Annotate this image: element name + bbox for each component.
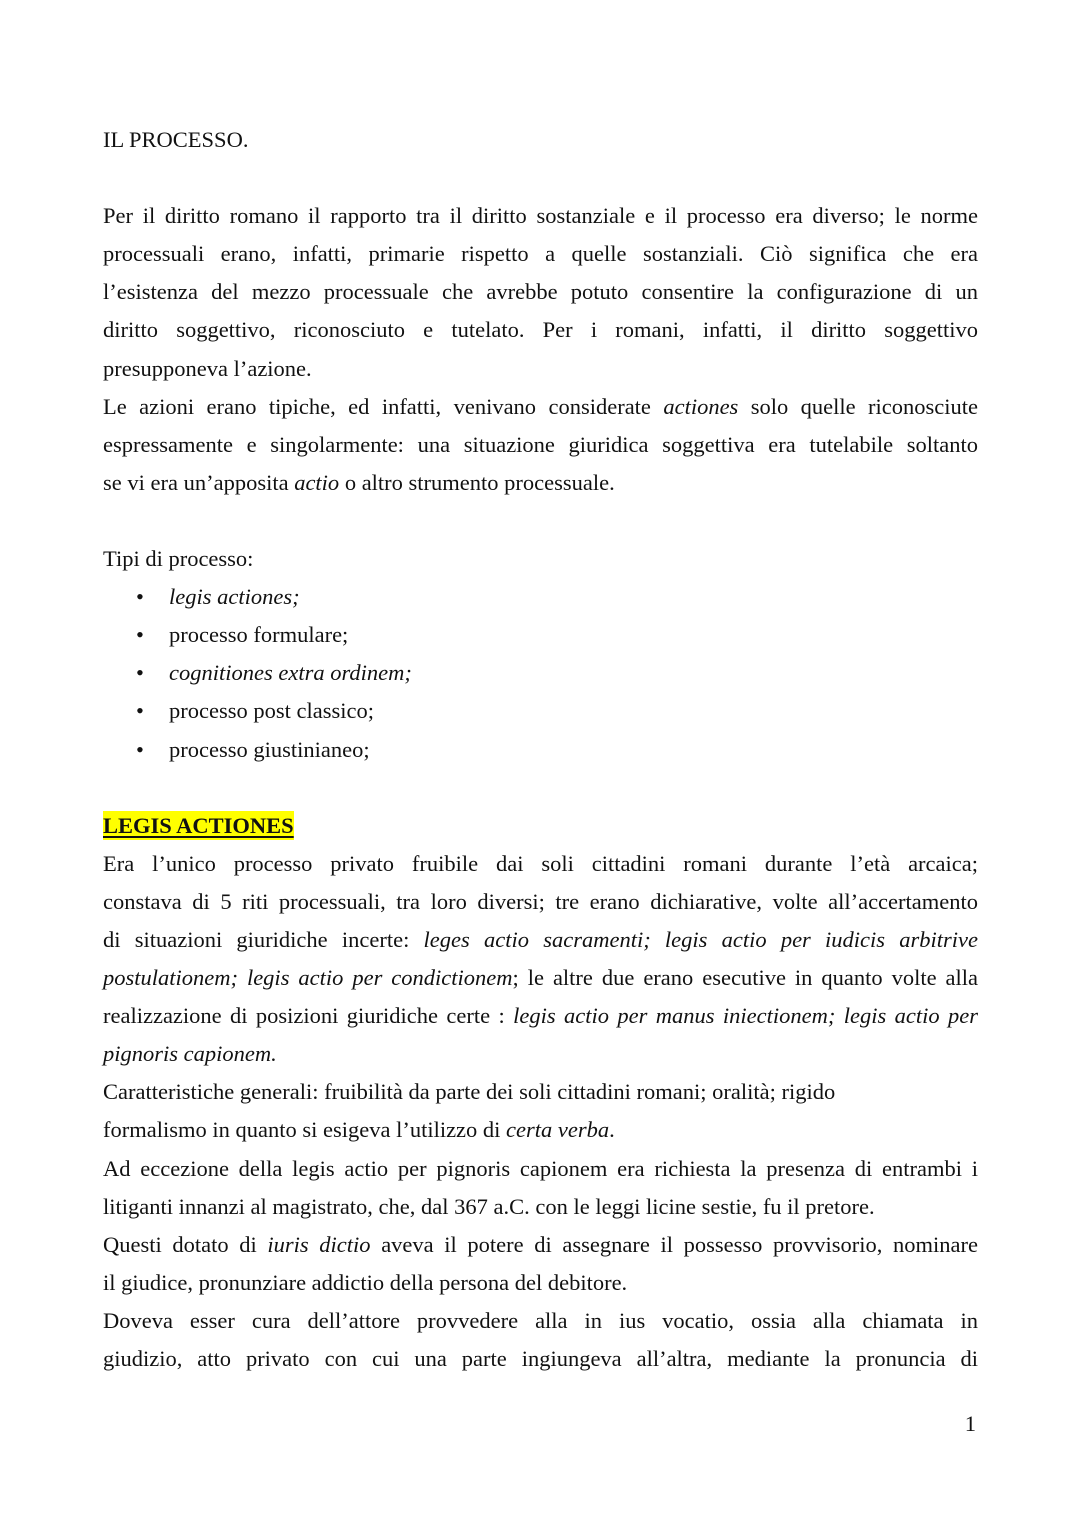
paragraph-substantive-vs-procedural <box>103 197 978 387</box>
italic-text: pignoris capionem. <box>103 1041 277 1067</box>
text-run: presupponeva l’azione. <box>103 355 312 381</box>
text-run: processo giustinianeo; <box>169 736 370 762</box>
text-line <box>103 273 978 311</box>
paragraph-legis-actiones-overview <box>103 845 978 1074</box>
text-line <box>103 197 978 235</box>
text-line <box>103 1073 978 1111</box>
text-line <box>103 1264 978 1302</box>
text-run: realizzazione di posizioni giuridiche certe : <box>103 1003 514 1029</box>
text-line <box>103 1188 978 1226</box>
text-run: . <box>609 1117 615 1143</box>
paragraph-litigants-presence <box>103 1150 978 1226</box>
italic-text: legis actio per manus iniectionem; legis actio per <box>513 1003 978 1029</box>
italic-text: actiones <box>663 393 739 419</box>
text-line <box>103 1302 978 1340</box>
text-run: constava di 5 riti processuali, tra loro diversi; tre erano dichiarative, volte all’accertamento <box>103 888 978 914</box>
text-run: processo formulare; <box>169 622 349 648</box>
process-types-list <box>103 578 978 768</box>
text-run: solo quelle riconosciute <box>738 393 978 419</box>
text-run: il giudice, pronunziare addictio della persona del debitore. <box>103 1269 628 1295</box>
text-run: espressamente e singolarmente: una situazione giuridica soggettiva era tutelabile soltanto <box>103 431 978 457</box>
paragraph-typical-actions <box>103 388 978 502</box>
text-run: aveva il potere di assegnare il possesso provvisorio, nominare <box>370 1231 979 1257</box>
text-run: o altro strumento processuale. <box>339 469 615 495</box>
text-line <box>103 1226 978 1264</box>
text-run: Per il diritto romano il rapporto tra il diritto sostanziale e il processo era diverso; le norme <box>103 203 978 229</box>
text-run: ; le altre due erano esecutive in quanto volte alla <box>512 965 978 991</box>
text-run: Ad eccezione della legis actio per pignoris capionem era richiesta la presenza di entrambi i <box>103 1155 978 1181</box>
text-run: Doveva esser cura dell’attore provvedere alla in ius vocatio, ossia alla chiamata in <box>103 1307 978 1333</box>
text-line <box>103 464 978 502</box>
text-run: giudizio, atto privato con cui una parte ingiungeva all’altra, mediante la pronuncia di <box>103 1346 978 1371</box>
text-line <box>103 845 978 883</box>
document-title: IL PROCESSO. <box>103 127 249 152</box>
text-run: Era l’unico processo privato fruibile dai soli cittadini romani durante l’età arcaica; <box>103 850 978 876</box>
text-run: litiganti innanzi al magistrato, che, dal 367 a.C. con le leggi licine sestie, fu il pretore. <box>103 1193 875 1219</box>
italic-text: actio <box>294 469 340 495</box>
process-type-item <box>169 692 978 730</box>
blank-line <box>103 502 978 540</box>
text-run: l’esistenza del mezzo processuale che avrebbe potuto consentire la configurazione di un <box>103 279 978 305</box>
paragraph-in-ius-vocatio <box>103 1302 978 1378</box>
text-line <box>103 1111 978 1149</box>
text-line <box>103 921 978 959</box>
page-content <box>103 121 978 1378</box>
text-run: processo post classico; <box>169 698 374 724</box>
blank-line <box>103 159 978 197</box>
section-heading-line <box>103 807 978 845</box>
text-line <box>103 883 978 921</box>
text-run: Caratteristiche generali: fruibilità da parte dei soli cittadini romani; oralità; rigido <box>103 1079 836 1105</box>
text-line <box>103 997 978 1035</box>
text-line <box>103 388 978 426</box>
paragraph-iuris-dictio <box>103 1226 978 1302</box>
text-line <box>103 1035 978 1073</box>
italic-text: postulationem; legis actio per condictionem <box>103 965 513 991</box>
italic-text: legis actiones; <box>169 584 300 610</box>
process-type-item <box>169 578 978 616</box>
process-type-item <box>169 731 978 769</box>
text-line <box>103 1150 978 1188</box>
text-run: diritto soggettivo, riconosciuto e tutelato. Per i romani, infatti, il diritto soggettivo <box>103 317 978 343</box>
text-run: se vi era un’apposita <box>103 469 295 495</box>
text-run: processuali erano, infatti, primarie rispetto a quelle sostanziali. Ciò significa che era <box>103 241 978 267</box>
process-types-label: Tipi di processo: <box>103 546 254 572</box>
paragraph-general-features <box>103 1073 978 1149</box>
italic-text: cognitiones extra ordinem; <box>169 660 412 686</box>
text-run: formalismo in quanto si esigeva l’utilizzo di <box>103 1117 507 1143</box>
italic-text: leges actio sacramenti; legis actio per iudicis arbitrive <box>423 926 978 952</box>
text-run: Le azioni erano tipiche, ed infatti, venivano considerate <box>103 393 664 419</box>
text-line <box>103 235 978 273</box>
italic-text: certa verba <box>506 1117 610 1143</box>
blank-line <box>103 769 978 807</box>
text-line <box>103 959 978 997</box>
text-run: di situazioni giuridiche incerte: <box>103 926 424 952</box>
text-line <box>103 426 978 464</box>
text-line <box>103 350 978 388</box>
process-type-item <box>169 616 978 654</box>
text-run: Questi dotato di <box>103 1231 268 1257</box>
text-line <box>103 1340 978 1378</box>
section-heading: LEGIS ACTIONES <box>103 812 294 838</box>
text-line <box>103 311 978 349</box>
page-number: 1 <box>964 1411 976 1436</box>
process-type-item <box>169 654 978 692</box>
italic-text: iuris dictio <box>267 1231 371 1257</box>
